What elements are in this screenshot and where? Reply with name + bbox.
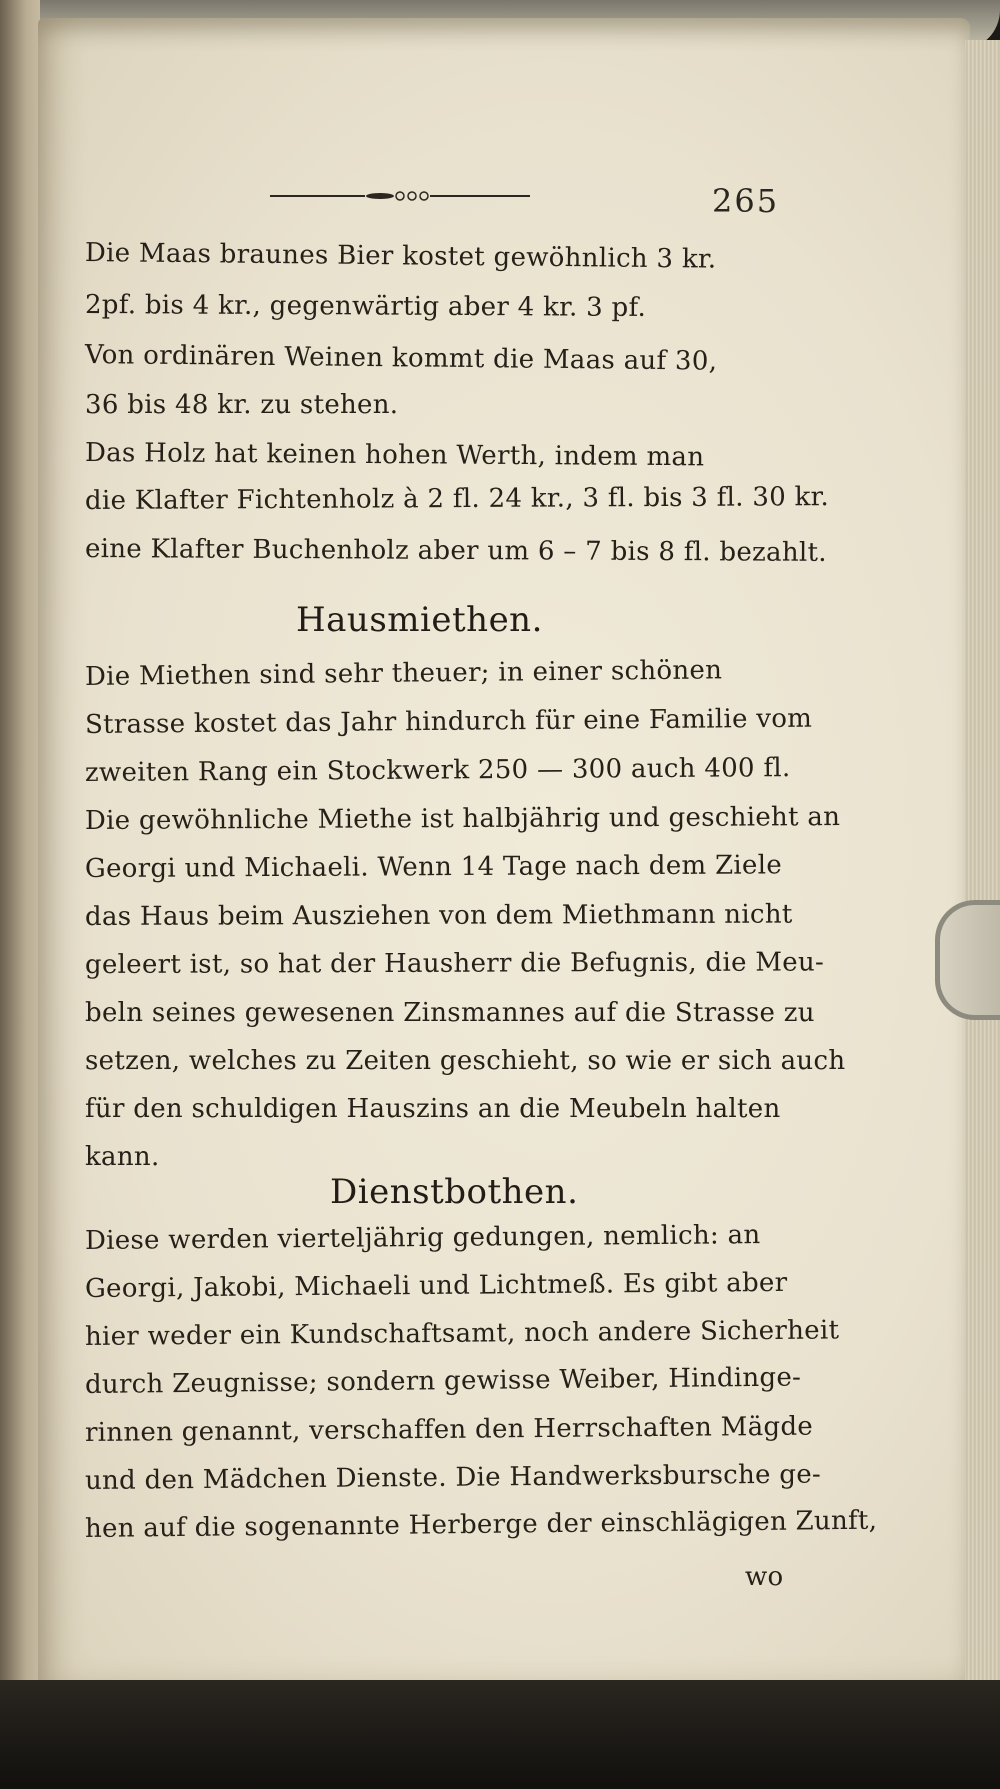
text-line: Georgi, Jakobi, Michaeli und Lichtmeß. Es gibt aber [84,1267,788,1304]
text-line: Die Maas braunes Bier kostet gewöhnlich 3 kr. [84,238,717,275]
text-line: Strasse kostet das Jahr hindurch für eine Familie vom [84,703,813,740]
book-clasp [935,900,1000,1020]
text-line: Von ordinären Weinen kommt die Maas auf 30, [84,340,718,377]
text-line: geleert ist, so hat der Hausherr die Befugnis, die Meu- [84,947,825,980]
text-line: hen auf die sogenannte Herberge der einschlägigen Zunft, [84,1505,878,1544]
text-line: zweiten Rang ein Stockwerk 250 — 300 auch 400 fl. [84,753,791,788]
text-line: Die gewöhnliche Miethe ist halbjährig und geschieht an [84,802,841,836]
background-surface [0,1680,1000,1789]
text-line: und den Mädchen Dienste. Die Handwerksbursche ge- [84,1459,822,1496]
page-stack-edge [965,40,1000,1700]
section-heading-dienstbothen: Dienstbothen. [330,1172,579,1212]
text-line: eine Klafter Buchenholz aber um 6 – 7 bis 8 fl. bezahlt. [84,534,827,568]
page-number: 265 [712,182,780,220]
text-line: Diese werden vierteljährig gedungen, nemlich: an [84,1220,761,1256]
text-line: für den schuldigen Hauszins an die Meubeln halten [85,1094,781,1124]
text-line: die Klafter Fichtenholz à 2 fl. 24 kr., 3 fl. bis 3 fl. 30 kr. [84,482,830,516]
text-line: durch Zeugnisse; sondern gewisse Weiber, Hindinge- [84,1362,802,1400]
text-line: kann. [85,1142,160,1172]
text-line: Die Miethen sind sehr theuer; in einer schönen [84,655,723,692]
header-ornament [270,190,530,202]
text-line: hier weder ein Kundschaftsamt, noch andere Sicherheit [84,1315,840,1352]
text-line: rinnen genannt, verschaffen den Herrschaften Mägde [84,1411,814,1448]
text-line: Das Holz hat keinen hohen Werth, indem man [84,438,705,473]
section-heading-hausmiethen: Hausmiethen. [296,600,543,640]
text-line: setzen, welches zu Zeiten geschieht, so wie er sich auch [85,1046,846,1076]
text-line: 36 bis 48 kr. zu stehen. [85,390,399,420]
catchword: wo [745,1562,784,1592]
text-line: Georgi und Michaeli. Wenn 14 Tage nach dem Ziele [84,850,783,884]
text-line: das Haus beim Ausziehen von dem Miethmann nicht [84,899,793,932]
text-line: 2pf. bis 4 kr., gegenwärtig aber 4 kr. 3 pf. [84,290,647,323]
text-line: beln seines gewesenen Zinsmannes auf die Strasse zu [85,998,815,1028]
